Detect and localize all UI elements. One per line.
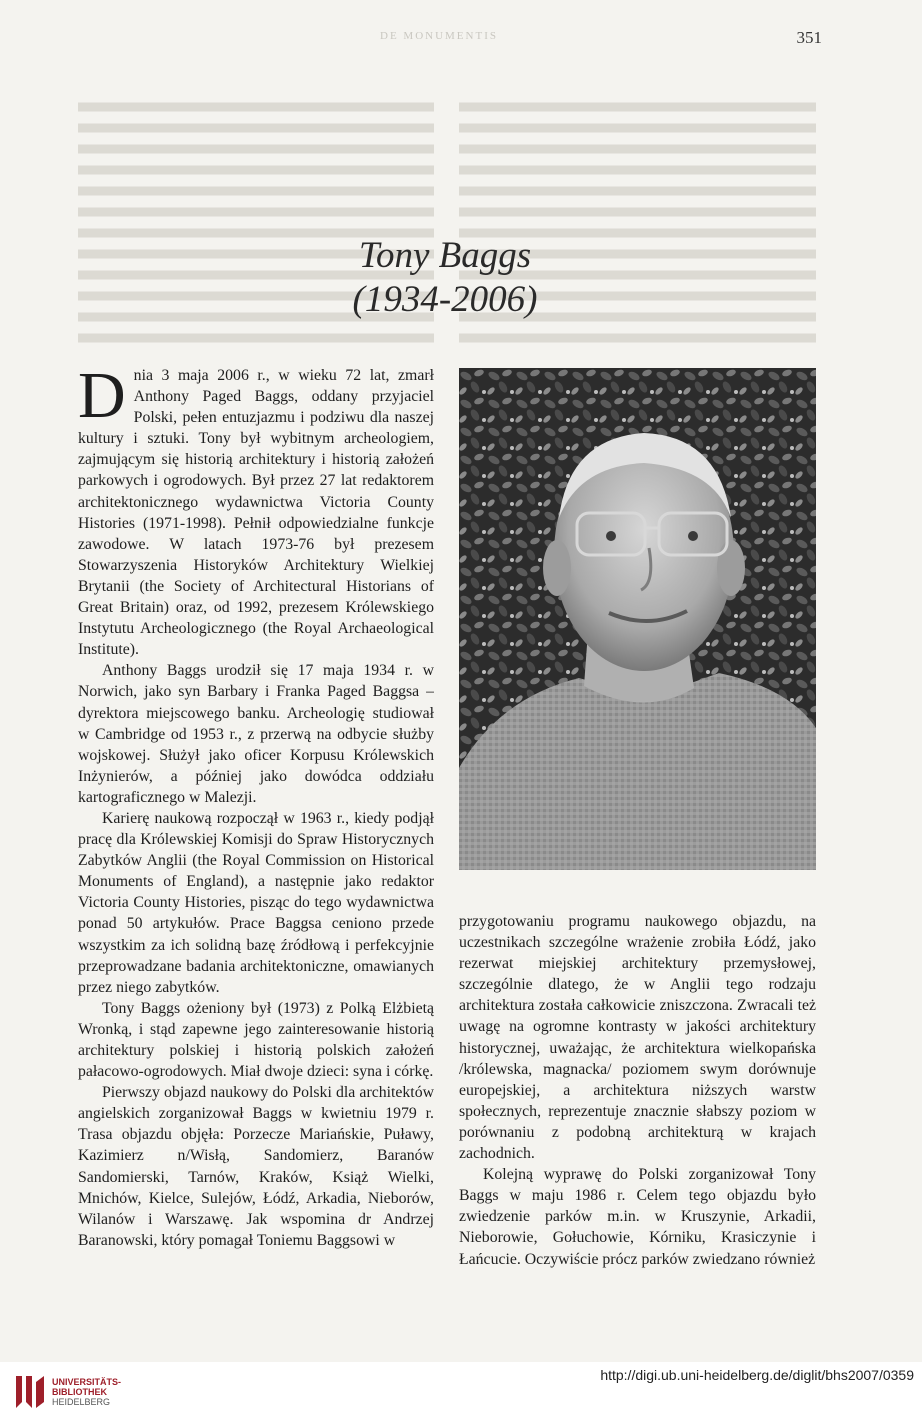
library-name-line-2: BIBLIOTHEK xyxy=(52,1387,107,1397)
page-number: 351 xyxy=(796,28,822,47)
source-url-link[interactable]: http://digi.ub.uni-heidelberg.de/diglit/bhs2007/0359 xyxy=(600,1367,914,1383)
article-title-name: Tony Baggs xyxy=(358,235,532,276)
library-logo-icon[interactable] xyxy=(12,1372,48,1412)
paragraph-1 xyxy=(78,365,434,660)
dropcap: D xyxy=(78,365,126,432)
paragraph-3: Karierę naukową rozpoczął w 1963 r., kiedy podjął pracę dla Królewskiej Komisji do Spraw Historycznych Zabytków Anglii (the Royal Commission on Historical Monuments of England), a następnie jako redaktor Victoria County Histories, pisząc do tego wydawnictwa ponad 50 artykułów. Prace Baggsa ceniono przede wszystkim za ich solidną bazę źródłową i perfekcyjnie przeprowadzane badania architektoniczne, omawianych przez niego zabytków. xyxy=(78,809,434,996)
library-name-line-1: UNIVERSITÄTS- xyxy=(52,1377,122,1387)
portrait-illustration xyxy=(459,368,816,870)
right-column xyxy=(459,911,816,1291)
article-title-years: (1934-2006) xyxy=(352,279,538,320)
portrait-photo xyxy=(459,368,816,870)
paragraph-4: Tony Baggs ożeniony był (1973) z Polką Elżbietą Wronką, i stąd zapewne jego zainteresowanie historią architektury polskiej i historią polskich założeń pałacowo-ogrodowych. Miał dwoje dzieci: syna i córkę. xyxy=(78,999,434,1081)
paragraph-1-text: nia 3 maja 2006 r., w wieku 72 lat, zmarł Anthony Paged Baggs, oddany przyjaciel Polski, pełen entuzjazmu i podziwu dla naszej kultury i sztuki. Tony był wybitnym archeologiem, zajmującym się historią architektury i historią założeń parkowych i ogrodowych. Był przez 27 lat redaktorem architektonicznego wydawnictwa Victoria County Histories (1971-1998). Pełnił odpowiedzialne funkcje zawodowe. W latach 1973-76 był prezesem Stowarzyszenia Historyków Architektury Wielkiej Brytanii (the Society of Architectural Historians of Great Britain) oraz, od 1992, prezesem Królewskiego Instytutu Archeologicznego (the Royal Archaeological Institute). xyxy=(78,367,434,659)
running-head: DE MONUMENTIS xyxy=(380,30,498,42)
left-column xyxy=(78,365,434,1280)
paragraph-2: Anthony Baggs urodził się 17 maja 1934 r. w Norwich, jako syn Barbary i Franka Paged Baggsa – dyrektora miejscowego banku. Archeologię studiował w Cambridge od 1953 r., z przerwą na odbycie służby wojskowej. Służył jako oficer Korpusu Królewskich Inżynierów, a później jako dowódca oddziału kartograficznego w Malezji. xyxy=(78,662,434,806)
paragraph-7: Kolejną wyprawę do Polski zorganizował Tony Baggs w maju 1986 r. Celem tego objazdu było zwiedzenie parków m.in. w Kruszynie, Arkadii, Nieborowie, Gołuchowie, Kórniku, Krasiczynie i Łańcucie. Oczywiście prócz parków zwiedzano również xyxy=(459,1166,816,1268)
library-name[interactable] xyxy=(52,1377,121,1407)
paragraph-6: przygotowaniu programu naukowego objazdu, na uczestnikach szczególne wrażenie zrobiła Łódź, jako rezerwat miejskiej architektury przemysłowej, szczególnie dlatego, że w Anglii tego rodzaju architektura została całkowicie zniszczona. Zwracali też uwagę na ogromne kontrasty w jakości architektury historycznej, uważając, że architektura wielkopańska /królewska, magnacka/ poziomem swym dorównuje europejskiej, a architektura niższych warstw społecznych, reprezentuje znacznie słabszy poziom w porównaniu z podobną architekturą w krajach zachodnich. xyxy=(459,913,816,1163)
paragraph-5: Pierwszy objazd naukowy do Polski dla architektów angielskich zorganizował Baggs w kwietniu 1979 r. Trasa objazdu objęła: Porzecze Mariańskie, Puławy, Kazimierz n/Wisłą, Sandomierz, Baranów Sandomierski, Tarnów, Kraków, Książ Wielki, Mnichów, Kielce, Sulejów, Łódź, Arkadia, Nieborów, Wilanów i Warszawę. Jak wspomina dr Andrzej Baranowski, który pomagał Toniemu Baggsowi w xyxy=(78,1084,434,1249)
library-name-line-3: HEIDELBERG xyxy=(52,1397,111,1407)
